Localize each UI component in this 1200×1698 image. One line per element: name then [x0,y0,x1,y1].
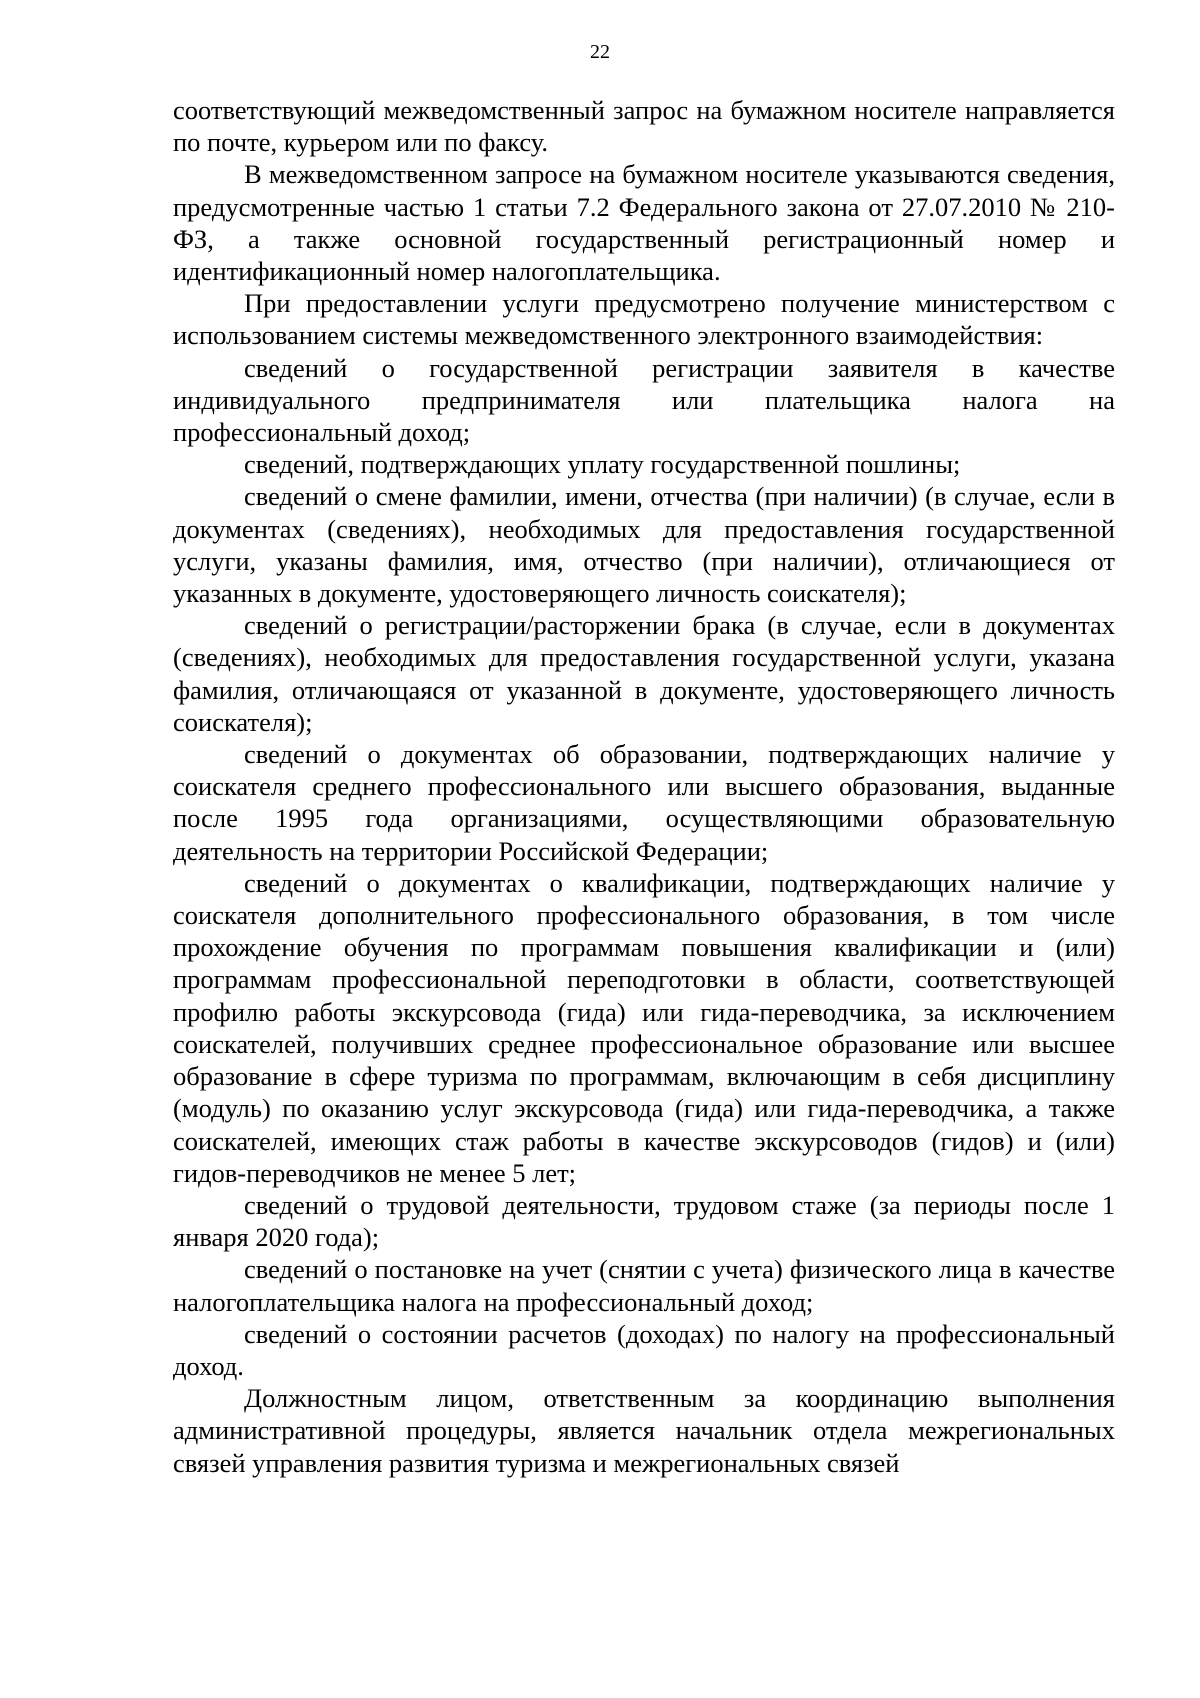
paragraph: сведений о постановке на учет (снятии с учета) физического лица в качестве налогоплательщика налога на профессиональный доход; [173,1254,1115,1317]
paragraph: соответствующий межведомственный запрос на бумажном носителе направляется по почте, курьером или по факсу. [173,95,1115,158]
page-number: 22 [590,41,610,63]
paragraph: сведений, подтверждающих уплату государственной пошлины; [244,449,961,480]
paragraph: В межведомственном запросе на бумажном носителе указываются сведения, предусмотренные частью 1 статьи 7.2 Федерального закона от 27.07.2010 № 210-ФЗ, а также основной государственный регистрационный номер и идентификационный номер налогоплательщика. [173,159,1115,287]
paragraph: сведений о государственной регистрации заявителя в качестве индивидуального предпринимателя или плательщика налога на профессиональный доход; [173,352,1115,448]
paragraph: сведений о состоянии расчетов (доходах) по налогу на профессиональный доход. [173,1318,1115,1381]
paragraph: сведений о регистрации/расторжении брака (в случае, если в документах (сведениях), необходимых для предоставления государственной услуги, указана фамилия, отличающаяся от указанной в документе, удостоверяющего личность соискателя); [173,610,1115,737]
document-body [173,94,1115,1479]
paragraph: При предоставлении услуги предусмотрено получение министерством с использованием системы межведомственного электронного взаимодействия: [173,288,1115,351]
paragraph: сведений о смене фамилии, имени, отчества (при наличии) (в случае, если в документах (сведениях), необходимых для предоставления государственной услуги, указаны фамилия, имя, отчество (при наличии), отличающиеся от указанных в документе, удостоверяющего личность соискателя); [173,481,1115,609]
paragraph: сведений о документах об образовании, подтверждающих наличие у соискателя среднего профессионального или высшего образования, выданные после 1995 года организациями, осуществляющими образовательную деятельность на территории Российской Федерации; [173,739,1115,866]
paragraph: сведений о трудовой деятельности, трудовом стаже (за периоды после 1 января 2020 года); [173,1189,1115,1253]
paragraph: Должностным лицом, ответственным за координацию выполнения административной процедуры, является начальник отдела межрегиональных связей управления развития туризма и межрегиональных связей [173,1383,1115,1478]
paragraph: сведений о документах о квалификации, подтверждающих наличие у соискателя дополнительного профессионального образования, в том числе прохождение обучения по программам повышения квалификации и (или) программам профессиональной переподготовки в области, соответствующей профилю работы экскурсовода (гида) или гида-переводчика, за исключением соискателей, получивших среднее профессиональное образование или высшее образование в сфере туризма по программам, включающим в себя дисциплину (модуль) по оказанию услуг экскурсовода (гида) или гида-переводчика, а также соискателей, имеющих стаж работы в качестве экскурсоводов (гидов) и (или) гидов-переводчиков не менее 5 лет; [173,867,1115,1188]
